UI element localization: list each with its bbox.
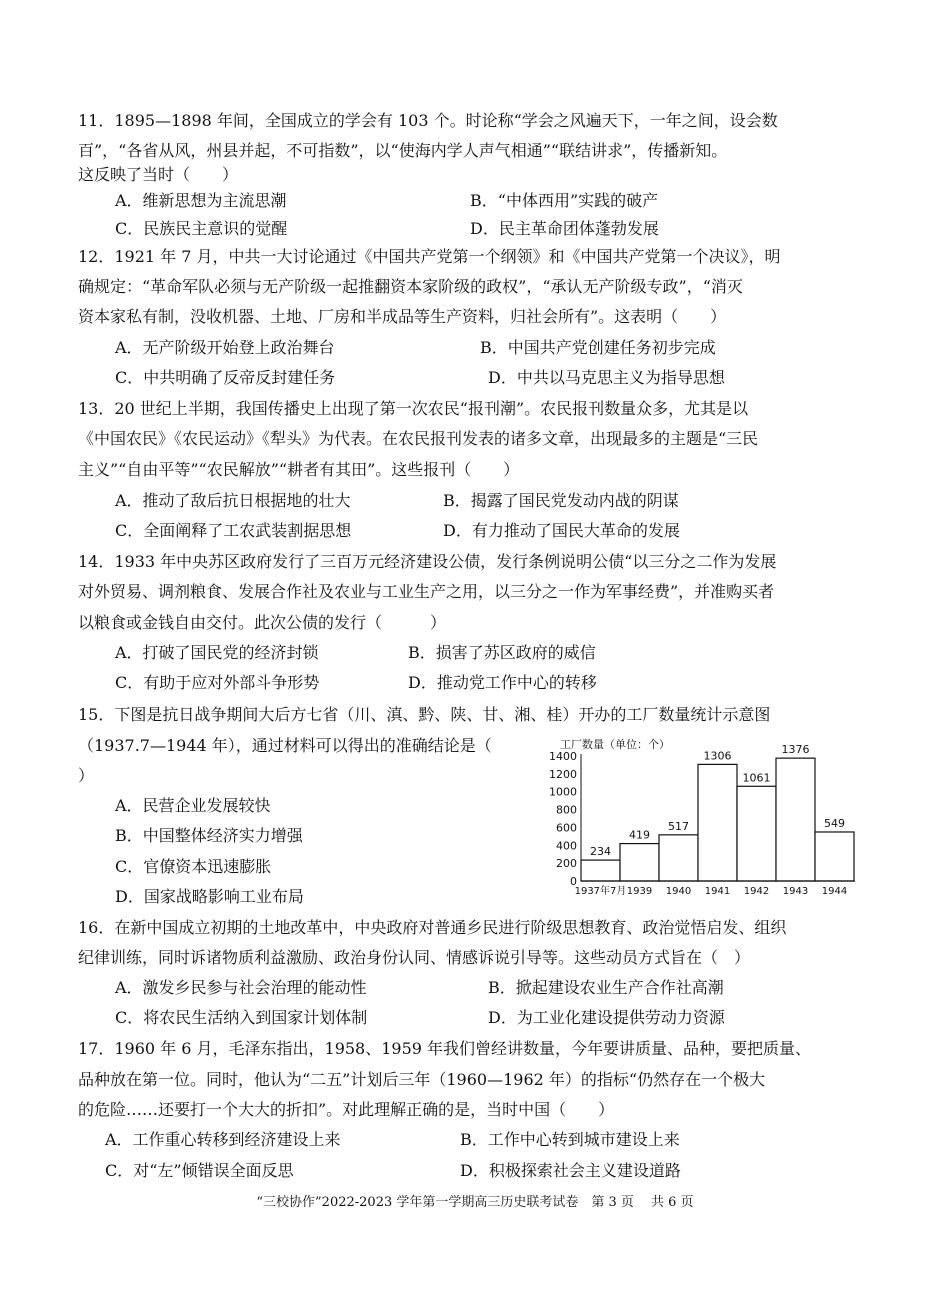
y-tick-label: 1400 — [549, 750, 577, 763]
q17-stem-line2: 品种放在第一位。同时，他认为“二五”计划后三年（1960—1962 年）的指标“仍然存在一个极大 — [78, 1070, 766, 1089]
q17-stem-line1: 17．1960 年 6 月，毛泽东指出，1958、1959 年我们曾经讲数量，今年要讲质量、品种，要把质量、 — [78, 1039, 812, 1058]
q11-stem-line1: 11．1895—1898 年间，全国成立的学会有 103 个。时论称“学会之风遍天下，一年之间，设会数 — [78, 111, 778, 130]
page-footer: “三校协作”2022-2023 学年第一学期高三历史联考试卷 第 3 页 共 6 页 — [256, 1195, 694, 1210]
q14-stem-line2: 对外贸易、调剂粮食、发展合作社及农业与工业生产之用，以三分之一作为军事经费”，并准购买者 — [78, 582, 775, 601]
q15-option-a[interactable]: A．民营企业发展较快 — [115, 796, 271, 815]
q11-stem-line2: 百”，“各省从风，州县并起，不可指数”，以“使海内学人声气相通”“联结讲求”，传播新知。 — [78, 141, 728, 160]
x-tick-label: 1940 — [665, 886, 692, 897]
q16-option-c[interactable]: C．将农民生活纳入到国家计划体制 — [115, 1008, 368, 1027]
q16-option-a[interactable]: A．激发乡民参与社会治理的能动性 — [115, 978, 367, 997]
q16-option-d[interactable]: D．为工业化建设提供劳动力资源 — [488, 1008, 725, 1027]
q12-stem-line2: 确规定：“革命军队必须与无产阶级一起推翻资本家阶级的政权”，“承认无产阶级专政”，“消灭 — [78, 277, 743, 296]
q16-stem-line2: 纪律训练，同时诉诸物质利益激励、政治身份认同、情感诉说引导等。这些动员方式旨在（ ） — [78, 948, 751, 967]
q13-option-a[interactable]: A．推动了敌后抗日根据地的壮大 — [115, 491, 351, 510]
q15-option-b[interactable]: B．中国整体经济实力增强 — [115, 826, 303, 845]
q11-option-c[interactable]: C．民族民主意识的觉醒 — [115, 219, 288, 238]
q17-option-d[interactable]: D．积极探索社会主义建设道路 — [460, 1161, 681, 1180]
y-tick-label: 400 — [556, 839, 577, 853]
q12-option-a[interactable]: A．无产阶级开始登上政治舞台 — [115, 338, 335, 357]
q12-option-b[interactable]: B．中国共产党创建任务初步完成 — [480, 338, 716, 357]
bar-value-label: 549 — [824, 816, 845, 830]
q11-stem-line3: 这反映了当时（ ） — [78, 165, 239, 184]
q13-stem-line3: 主义”“自由平等”“农民解放”“耕者有其田”。这些报刊（ ） — [78, 460, 520, 479]
chart-title: 工厂数量（单位：个） — [560, 738, 670, 751]
q14-option-a[interactable]: A．打破了国民党的经济封锁 — [115, 643, 319, 662]
bar-value-label: 1306 — [703, 749, 732, 763]
bar-1937年7月 — [581, 860, 620, 881]
bar-1944 — [815, 832, 854, 881]
q15-stem-line1: 15．下图是抗日战争期间大后方七省（川、滇、黔、陕、甘、湘、桂）开办的工厂数量统计示意图 — [78, 705, 771, 724]
bar-value-label: 1061 — [742, 771, 771, 785]
x-tick-label: 1943 — [782, 886, 809, 897]
bar-value-label: 517 — [668, 819, 689, 833]
q13-stem-line1: 13．20 世纪上半期，我国传播史上出现了第一次农民“报刊潮”。农民报刊数量众多，尤其是以 — [78, 399, 749, 418]
q11-option-b[interactable]: B．“中体西用”实践的破产 — [470, 191, 659, 210]
bar-1941 — [698, 764, 737, 881]
factory-count-chart — [548, 736, 858, 898]
q17-stem-line3: 的危险……还要打一个大大的折扣”。对此理解正确的是，当时中国（ ） — [78, 1100, 615, 1119]
bar-1940 — [659, 835, 698, 881]
y-tick-label: 800 — [556, 803, 577, 817]
bar-value-label: 234 — [590, 845, 611, 859]
x-tick-label: 1939 — [626, 886, 653, 897]
q13-option-d[interactable]: D．有力推动了国民大革命的发展 — [443, 521, 680, 540]
q11-option-d[interactable]: D．民主革命团体蓬勃发展 — [470, 219, 659, 238]
y-tick-label: 1200 — [549, 767, 577, 781]
q15-option-c[interactable]: C．官僚资本迅速膨胀 — [115, 857, 272, 876]
q16-stem-line1: 16．在新中国成立初期的土地改革中，中央政府对普通乡民进行阶级思想教育、政治觉悟启发、组织 — [78, 918, 787, 937]
q15-option-d[interactable]: D．国家战略影响工业布局 — [115, 887, 304, 906]
q12-option-c[interactable]: C．中共明确了反帝反封建任务 — [115, 368, 336, 387]
bar-1939 — [620, 844, 659, 881]
q17-option-b[interactable]: B．工作中心转到城市建设上来 — [460, 1130, 680, 1149]
bar-value-label: 1376 — [781, 743, 810, 757]
q14-option-b[interactable]: B．损害了苏区政府的威信 — [408, 643, 596, 662]
q15-stem-line2: （1937.7—1944 年），通过材料可以得出的准确结论是（ — [78, 736, 492, 755]
q14-option-d[interactable]: D．推动党工作中心的转移 — [408, 673, 597, 692]
q16-option-b[interactable]: B．掀起建设农业生产合作社高潮 — [488, 978, 724, 997]
x-tick-label: 1942 — [743, 886, 770, 897]
q13-stem-line2: 《中国农民》《农民运动》《犁头》为代表。在农民报刊发表的诸多文章，出现最多的主题是“三民 — [78, 429, 759, 448]
q17-option-c[interactable]: C．对“左”倾错误全面反思 — [105, 1161, 294, 1180]
q15-stem-line3: ） — [78, 766, 95, 785]
y-tick-label: 200 — [556, 857, 577, 871]
bar-1943 — [776, 758, 815, 881]
q11-option-a[interactable]: A．维新思想为主流思潮 — [115, 191, 287, 210]
y-tick-label: 600 — [556, 821, 577, 835]
q13-option-c[interactable]: C．全面阐释了工农武装割据思想 — [115, 521, 352, 540]
q17-option-a[interactable]: A．工作重心转移到经济建设上来 — [105, 1130, 341, 1149]
q12-option-d[interactable]: D．中共以马克思主义为指导思想 — [488, 368, 725, 387]
q12-stem-line3: 资本家私有制，没收机器、土地、厂房和半成品等生产资料，归社会所有”。这表明（ ） — [78, 307, 727, 326]
q14-stem-line1: 14．1933 年中央苏区政府发行了三百万元经济建设公债，发行条例说明公债“以三分之二作为发展 — [78, 552, 777, 571]
x-tick-label: 1937年7月 — [574, 886, 627, 897]
bar-value-label: 419 — [629, 828, 650, 842]
y-tick-label: 1000 — [549, 785, 577, 799]
x-tick-label: 1941 — [704, 886, 731, 897]
q13-option-b[interactable]: B．揭露了国民党发动内战的阴谋 — [443, 491, 679, 510]
q14-stem-line3: 以粮食或金钱自由交付。此次公债的发行（ ） — [78, 613, 447, 632]
x-tick-label: 1944 — [821, 886, 848, 897]
bar-1942 — [737, 786, 776, 881]
y-tick-label: 0 — [570, 875, 577, 888]
q14-option-c[interactable]: C．有助于应对外部斗争形势 — [115, 673, 320, 692]
q12-stem-line1: 12．1921 年 7 月，中共一大讨论通过《中国共产党第一个纲领》和《中国共产党第一个决议》，明 — [78, 247, 781, 266]
